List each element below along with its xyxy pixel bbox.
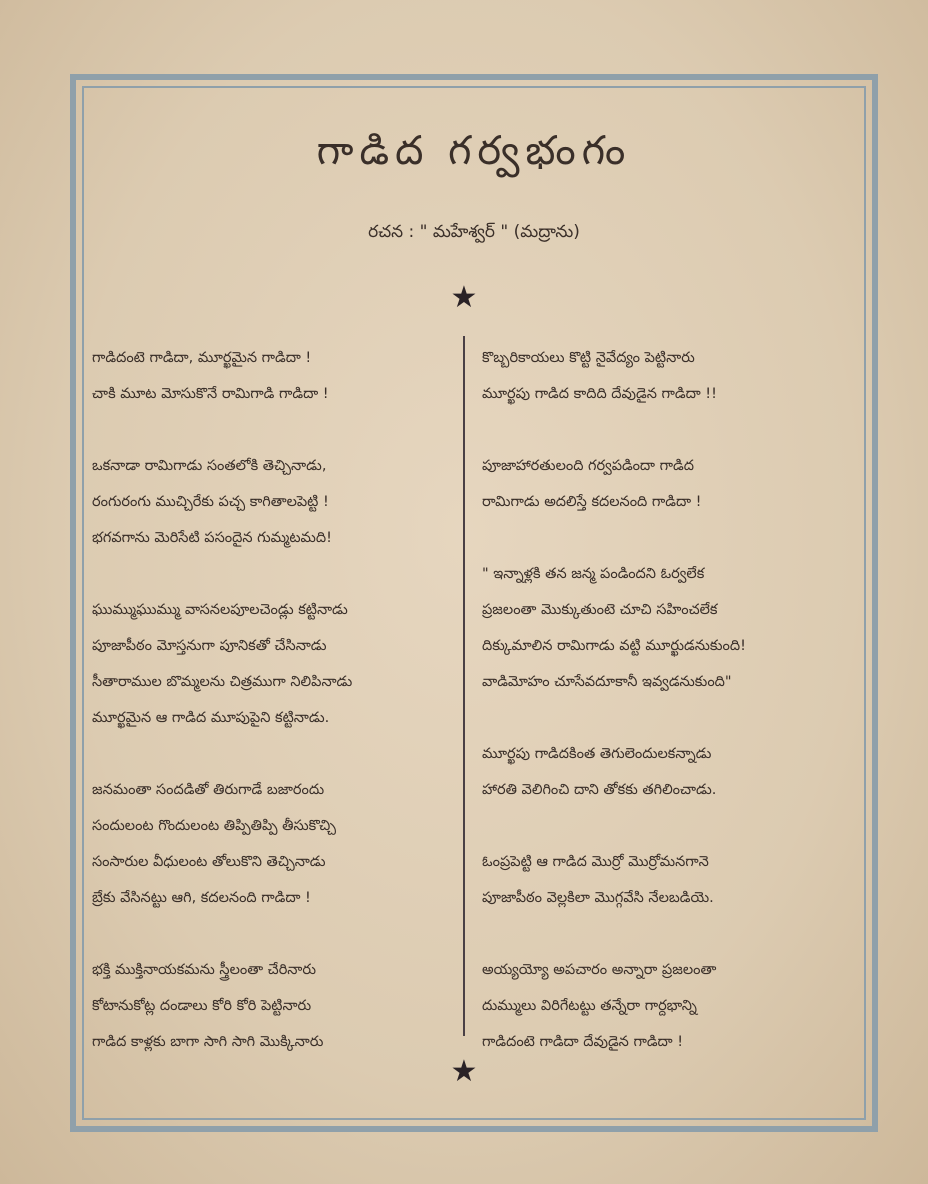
poem-line: పూజాపీఠం మోస్తనుగా పూనికతో చేసినాడు [92,638,327,654]
stanza [482,448,852,520]
poem-line: మూర్ఖమైన ఆ గాడిద మూపుపైని కట్టినాడు. [92,710,330,726]
stanza-gap [482,700,852,736]
poem-line: గాడిదంటె గాడిదా దేవుడైన గాడిదా ! [482,1034,684,1050]
poem-line: ప్రజలంతా మొక్కుతుంటె చూచి సహించలేక [482,602,718,618]
poem-line: జనమంతా సందడితో తిరుగాడే బజారందు [92,782,325,798]
stanza [482,340,852,412]
poem-line: దిక్కుమాలిన రామిగాడు వట్టి మూర్ఖుడనుకుంది! [482,638,746,654]
stanza [92,592,462,736]
stanza [92,448,462,556]
poem-line: సీతారాముల బొమ్మలను చిత్రముగా నిలిపినాడు [92,674,353,690]
stanza [92,952,462,1060]
poem-line: కోటానుకోట్ల దండాలు కోరి కోరి పెట్టినారు [92,998,312,1014]
stanza-gap [92,736,462,772]
column-divider [463,336,465,1036]
stanza [482,556,852,700]
poem-title: గాడిద గర్వభంగం [316,128,632,174]
poem-line: పూజాపీఠం వెల్లకిలా మొగ్గవేసి నేలబడియె. [482,890,714,906]
stanza-gap [92,556,462,592]
poem-line: హారతి వెలిగించి దాని తోకకు తగిలించాడు. [482,782,717,798]
star-ornament-bottom: ★ [450,1054,478,1089]
poem-line: కొబ్బరికాయలు కొట్టి నైవేద్యం పెట్టినారు [482,350,695,366]
poem-line: మూర్ఖపు గాడిద కాదిది దేవుడైన గాడిదా !! [482,386,717,402]
poem-line: బ్రేకు వేసినట్టు ఆగి, కదలనంది గాడిదా ! [92,890,311,906]
stanza [482,844,852,916]
poem-line: ఓంప్రపెట్టి ఆ గాడిద మొర్రో మొర్రోమనగానె [482,854,709,870]
poem-line: రంగురంగు ముచ్చిరేకు పచ్చ కాగితాలపెట్టి ! [92,494,329,510]
stanza [482,736,852,808]
stanza-gap [92,916,462,952]
stanza-gap [482,808,852,844]
stanza [92,772,462,916]
poem-line: ఒకనాడా రామిగాడు సంతలోకి తెచ్చినాడు, [92,458,327,474]
poem-line: సంసారుల వీధులంట తోలుకొని తెచ్చినాడు [92,854,326,870]
left-column [92,340,462,1060]
author-credit: రచన : " మహేశ్వర్ " (మద్రాను) [368,222,580,242]
poem-line: ఘుమ్ముఘుమ్ము వాసనలపూలచెండ్లు కట్టినాడు [92,602,348,618]
stanza-gap [92,412,462,448]
stanza-gap [482,520,852,556]
poem-line: రామిగాడు అదలిస్తే కదలనంది గాడిదా ! [482,494,702,510]
poem-line: అయ్యయ్యో అపచారం అన్నారా ప్రజలంతా [482,962,717,978]
stanza [92,340,462,412]
poem-line: చాకి మూట మోసుకొనే రామిగాడి గాడిదా ! [92,386,329,402]
poem-line: వాడిమోహం చూసేవదూకానీ ఇవ్వడనుకుంది" [482,674,732,690]
stanza-gap [482,916,852,952]
stanza-gap [482,412,852,448]
poem-line: సందులంట గొందులంట తిప్పితిప్పి తీసుకొచ్చి [92,818,337,834]
poem-line: గాడిదంటె గాడిదా, మూర్ఖమైన గాడిదా ! [92,350,312,366]
poem-line: పూజాహారతులంది గర్వపడిందా గాడిద [482,458,694,474]
poem-line: దుమ్ములు విరిగేటట్టు తన్నేరా గార్దభాన్ని [482,998,697,1014]
poem-line: భగవగాను మెరిసేటి పసందైన గుమ్మటమది! [92,530,332,546]
poem-line: " ఇన్నాళ్లకి తన జన్మ పండిందని ఓర్వలేక [482,566,705,582]
poem-line: భక్తి ముక్తినాయకమను స్త్రీలంతా చేరినారు [92,962,316,978]
star-ornament-top: ★ [450,280,478,315]
stanza [482,952,852,1060]
poem-line: మూర్ఖపు గాడిదకింత తెగులెందులకన్నాడు [482,746,712,762]
poem-line: గాడిద కాళ్లకు బాగా సాగి సాగి మొక్కినారు [92,1034,324,1050]
right-column [482,340,852,1060]
